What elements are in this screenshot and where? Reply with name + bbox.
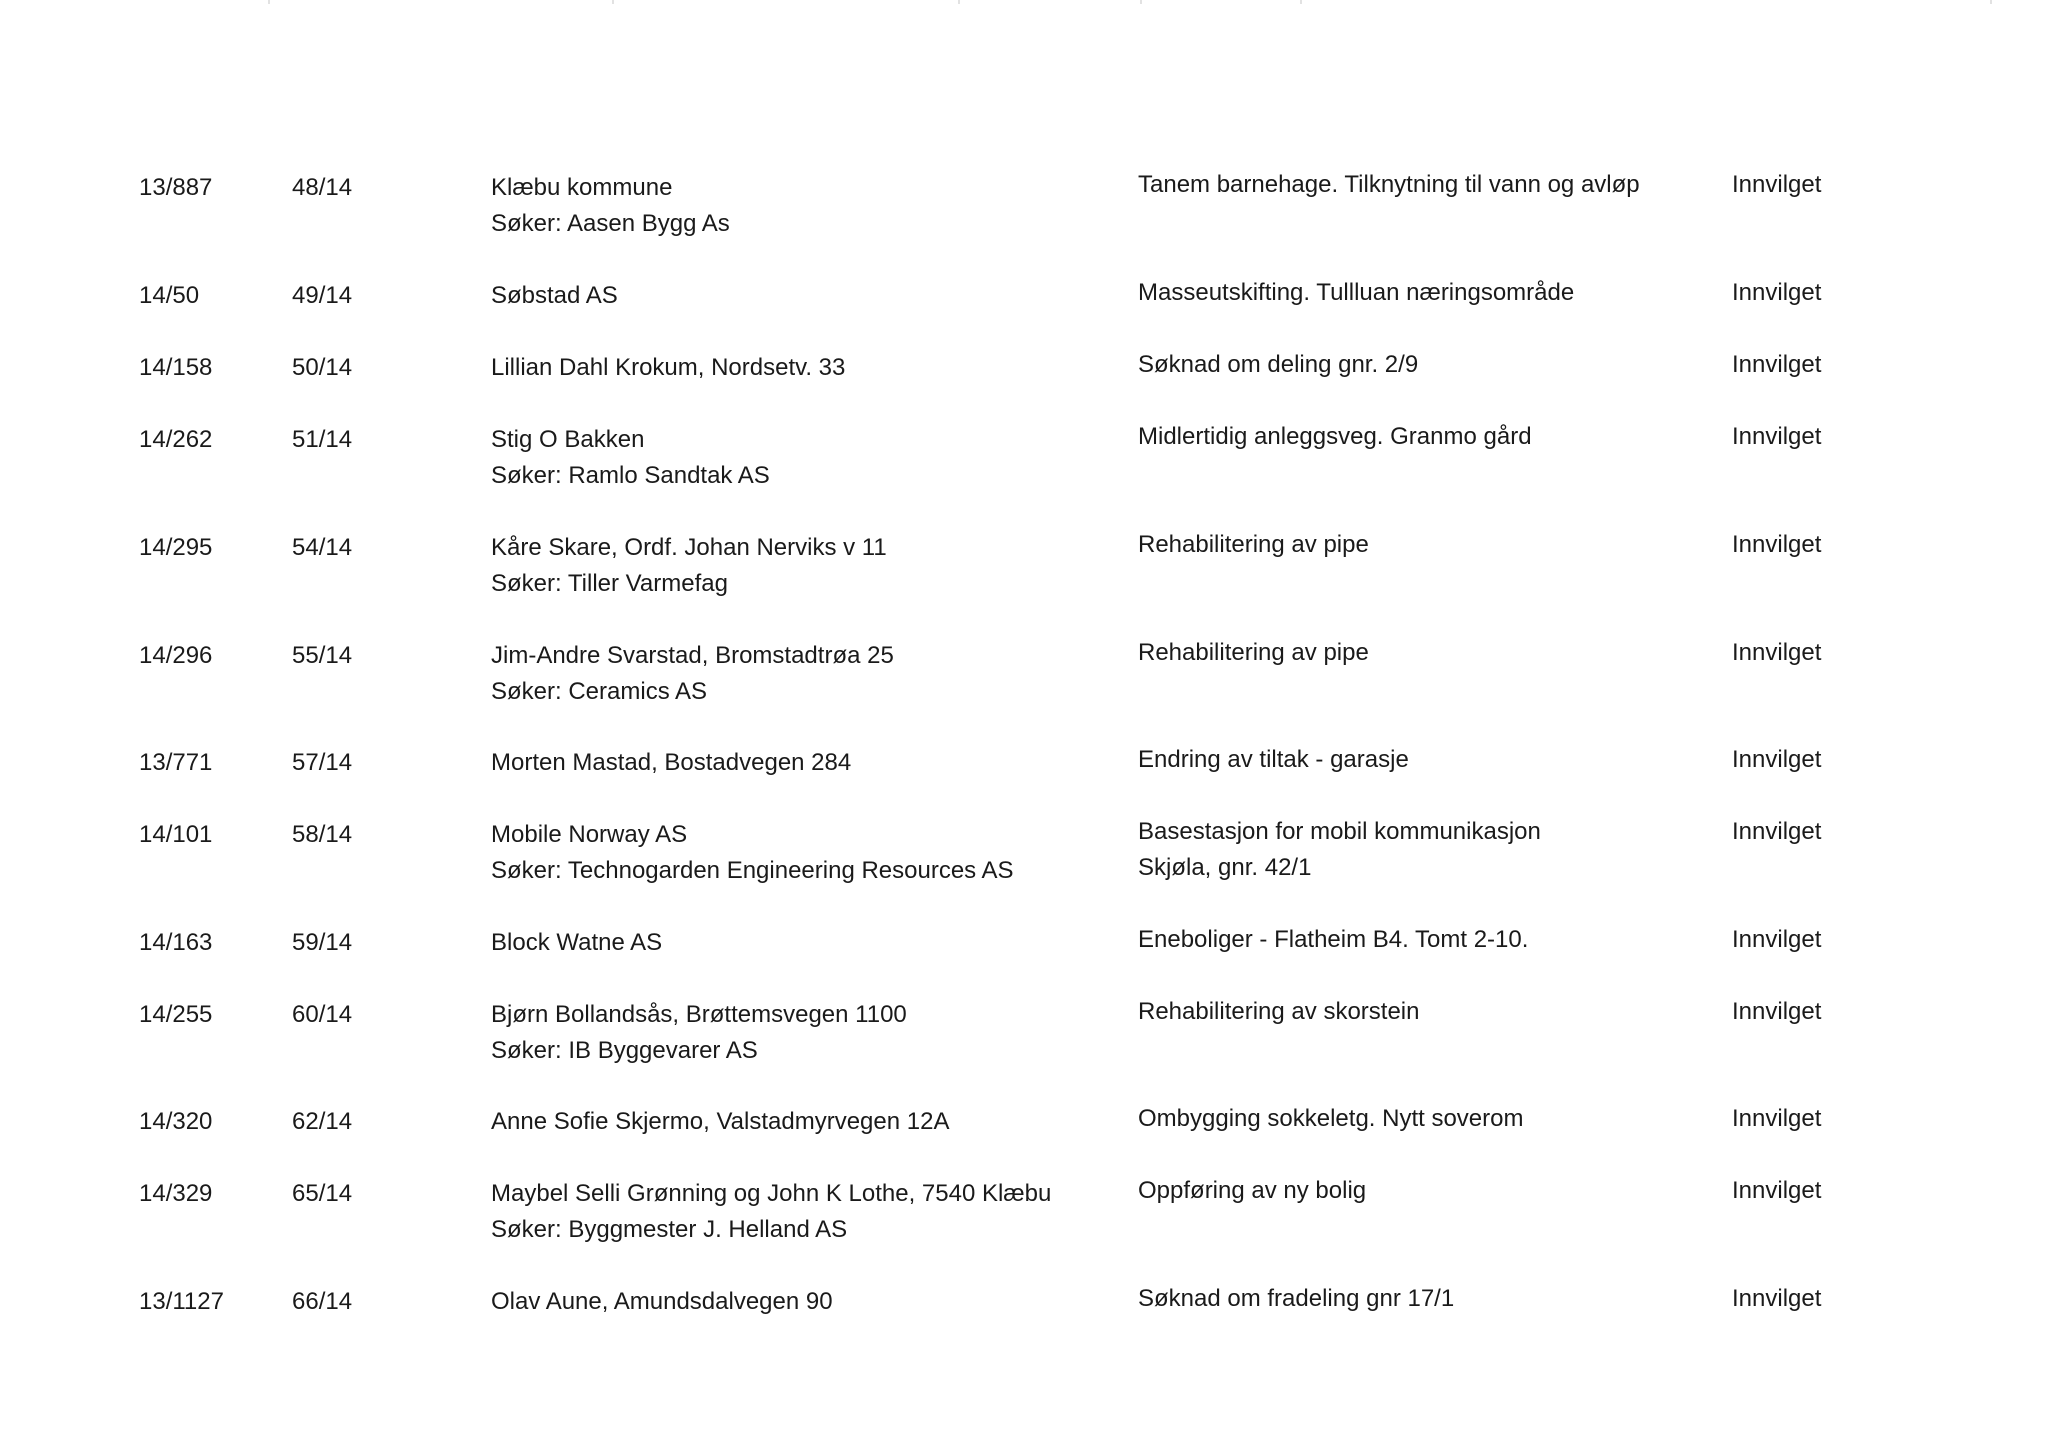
decision-number: 66/14 bbox=[292, 1288, 353, 1315]
party-cell-line: Søker: Tiller Varmefag bbox=[491, 570, 728, 597]
table-row bbox=[0, 1104, 2048, 1184]
case-number: 14/262 bbox=[139, 426, 213, 453]
case-number: 14/158 bbox=[139, 354, 213, 381]
status-text: Innvilget bbox=[1732, 998, 1822, 1025]
table-row bbox=[0, 278, 2048, 358]
status-text: Innvilget bbox=[1732, 926, 1822, 953]
status-text: Innvilget bbox=[1732, 746, 1822, 773]
party-cell bbox=[491, 422, 770, 494]
party-cell-line: Maybel Selli Grønning og John K Lothe, 7540 Klæbu bbox=[491, 1180, 1052, 1207]
case-number: 14/295 bbox=[139, 534, 213, 561]
decision-number: 51/14 bbox=[292, 426, 353, 453]
party-cell-line: Bjørn Bollandsås, Brøttemsvegen 1100 bbox=[491, 1001, 907, 1028]
party-cell bbox=[491, 638, 894, 710]
description-cell bbox=[1138, 275, 1574, 311]
case-number: 14/255 bbox=[139, 1001, 213, 1028]
table-row bbox=[0, 817, 2048, 897]
description-cell-line: Masseutskifting. Tullluan næringsområde bbox=[1138, 279, 1575, 306]
status-text: Innvilget bbox=[1732, 1285, 1822, 1312]
description-cell-line: Skjøla, gnr. 42/1 bbox=[1138, 854, 1312, 881]
party-cell-line: Søker: Byggmester J. Helland AS bbox=[491, 1216, 848, 1243]
party-cell-line: Lillian Dahl Krokum, Nordsetv. 33 bbox=[491, 354, 846, 381]
party-cell-line: Olav Aune, Amundsdalvegen 90 bbox=[491, 1288, 833, 1315]
description-cell-line: Eneboliger - Flatheim B4. Tomt 2-10. bbox=[1138, 926, 1529, 953]
description-cell-line: Søknad om fradeling gnr 17/1 bbox=[1138, 1285, 1455, 1312]
description-cell-line: Rehabilitering av pipe bbox=[1138, 531, 1369, 558]
status-text: Innvilget bbox=[1732, 351, 1822, 378]
description-cell-line: Søknad om deling gnr. 2/9 bbox=[1138, 351, 1419, 378]
description-cell-line: Tanem barnehage. Tilknytning til vann og avløp bbox=[1138, 171, 1640, 198]
decision-number: 65/14 bbox=[292, 1180, 353, 1207]
party-cell bbox=[491, 817, 1014, 889]
case-number: 14/320 bbox=[139, 1108, 213, 1135]
description-cell bbox=[1138, 167, 1640, 203]
description-cell bbox=[1138, 814, 1541, 886]
decision-number: 55/14 bbox=[292, 642, 353, 669]
description-cell-line: Ombygging sokkeletg. Nytt soverom bbox=[1138, 1105, 1524, 1132]
party-cell-line: Mobile Norway AS bbox=[491, 821, 688, 848]
table-row bbox=[0, 925, 2048, 1005]
status-text: Innvilget bbox=[1732, 423, 1822, 450]
description-cell bbox=[1138, 1101, 1524, 1137]
decision-number: 50/14 bbox=[292, 354, 353, 381]
party-cell-line: Anne Sofie Skjermo, Valstadmyrvegen 12A bbox=[491, 1108, 950, 1135]
description-cell bbox=[1138, 527, 1369, 563]
party-cell bbox=[491, 1176, 1051, 1248]
case-number: 14/163 bbox=[139, 929, 213, 956]
status-text: Innvilget bbox=[1732, 1177, 1822, 1204]
party-cell-line: Søbstad AS bbox=[491, 282, 618, 309]
case-number: 14/329 bbox=[139, 1180, 213, 1207]
party-cell-line: Klæbu kommune bbox=[491, 174, 673, 201]
status-text: Innvilget bbox=[1732, 818, 1822, 845]
description-cell bbox=[1138, 635, 1369, 671]
description-cell bbox=[1138, 742, 1409, 778]
table-row bbox=[0, 997, 2048, 1077]
party-cell-line: Jim-Andre Svarstad, Bromstadtrøa 25 bbox=[491, 642, 894, 669]
party-cell bbox=[491, 350, 845, 386]
case-number: 13/887 bbox=[139, 174, 213, 201]
table-row bbox=[0, 638, 2048, 718]
description-cell bbox=[1138, 1281, 1454, 1317]
party-cell-line: Søker: Technogarden Engineering Resources AS bbox=[491, 857, 1014, 884]
decision-number: 58/14 bbox=[292, 821, 353, 848]
decision-number: 60/14 bbox=[292, 1001, 353, 1028]
party-cell bbox=[491, 1284, 833, 1320]
decision-number: 48/14 bbox=[292, 174, 353, 201]
description-cell-line: Basestasjon for mobil kommunikasjon bbox=[1138, 818, 1541, 845]
party-cell-line: Kåre Skare, Ordf. Johan Nerviks v 11 bbox=[491, 534, 887, 561]
description-cell-line: Endring av tiltak - garasje bbox=[1138, 746, 1409, 773]
table-row bbox=[0, 1176, 2048, 1256]
decision-number: 59/14 bbox=[292, 929, 353, 956]
status-text: Innvilget bbox=[1732, 531, 1822, 558]
table-row bbox=[0, 422, 2048, 502]
description-cell-line: Rehabilitering av skorstein bbox=[1138, 998, 1420, 1025]
status-text: Innvilget bbox=[1732, 1105, 1822, 1132]
status-text: Innvilget bbox=[1732, 639, 1822, 666]
status-text: Innvilget bbox=[1732, 171, 1822, 198]
table-row bbox=[0, 350, 2048, 430]
party-cell bbox=[491, 1104, 949, 1140]
description-cell-line: Midlertidig anleggsveg. Granmo gård bbox=[1138, 423, 1532, 450]
description-cell bbox=[1138, 1173, 1366, 1209]
party-cell bbox=[491, 997, 907, 1069]
description-cell bbox=[1138, 347, 1418, 383]
description-cell bbox=[1138, 994, 1419, 1030]
decision-number: 54/14 bbox=[292, 534, 353, 561]
description-cell bbox=[1138, 419, 1532, 455]
party-cell-line: Søker: IB Byggevarer AS bbox=[491, 1037, 758, 1064]
party-cell-line: Søker: Ramlo Sandtak AS bbox=[491, 462, 770, 489]
table-row bbox=[0, 745, 2048, 825]
party-cell-line: Stig O Bakken bbox=[491, 426, 645, 453]
table-row bbox=[0, 1284, 2048, 1364]
table-row bbox=[0, 530, 2048, 610]
case-number: 14/101 bbox=[139, 821, 213, 848]
party-cell bbox=[491, 925, 662, 961]
party-cell bbox=[491, 530, 887, 602]
description-cell-line: Oppføring av ny bolig bbox=[1138, 1177, 1367, 1204]
party-cell-line: Morten Mastad, Bostadvegen 284 bbox=[491, 749, 852, 776]
party-cell bbox=[491, 745, 851, 781]
party-cell bbox=[491, 278, 618, 314]
table-row bbox=[0, 170, 2048, 250]
case-number: 14/296 bbox=[139, 642, 213, 669]
party-cell-line: Block Watne AS bbox=[491, 929, 663, 956]
decision-number: 57/14 bbox=[292, 749, 353, 776]
party-cell-line: Søker: Aasen Bygg As bbox=[491, 210, 730, 237]
description-cell bbox=[1138, 922, 1528, 958]
case-number: 13/1127 bbox=[139, 1288, 224, 1315]
party-cell bbox=[491, 170, 730, 242]
party-cell-line: Søker: Ceramics AS bbox=[491, 678, 708, 705]
decision-number: 62/14 bbox=[292, 1108, 353, 1135]
case-number: 13/771 bbox=[139, 749, 213, 776]
status-text: Innvilget bbox=[1732, 279, 1822, 306]
case-number: 14/50 bbox=[139, 282, 200, 309]
description-cell-line: Rehabilitering av pipe bbox=[1138, 639, 1369, 666]
decision-number: 49/14 bbox=[292, 282, 353, 309]
